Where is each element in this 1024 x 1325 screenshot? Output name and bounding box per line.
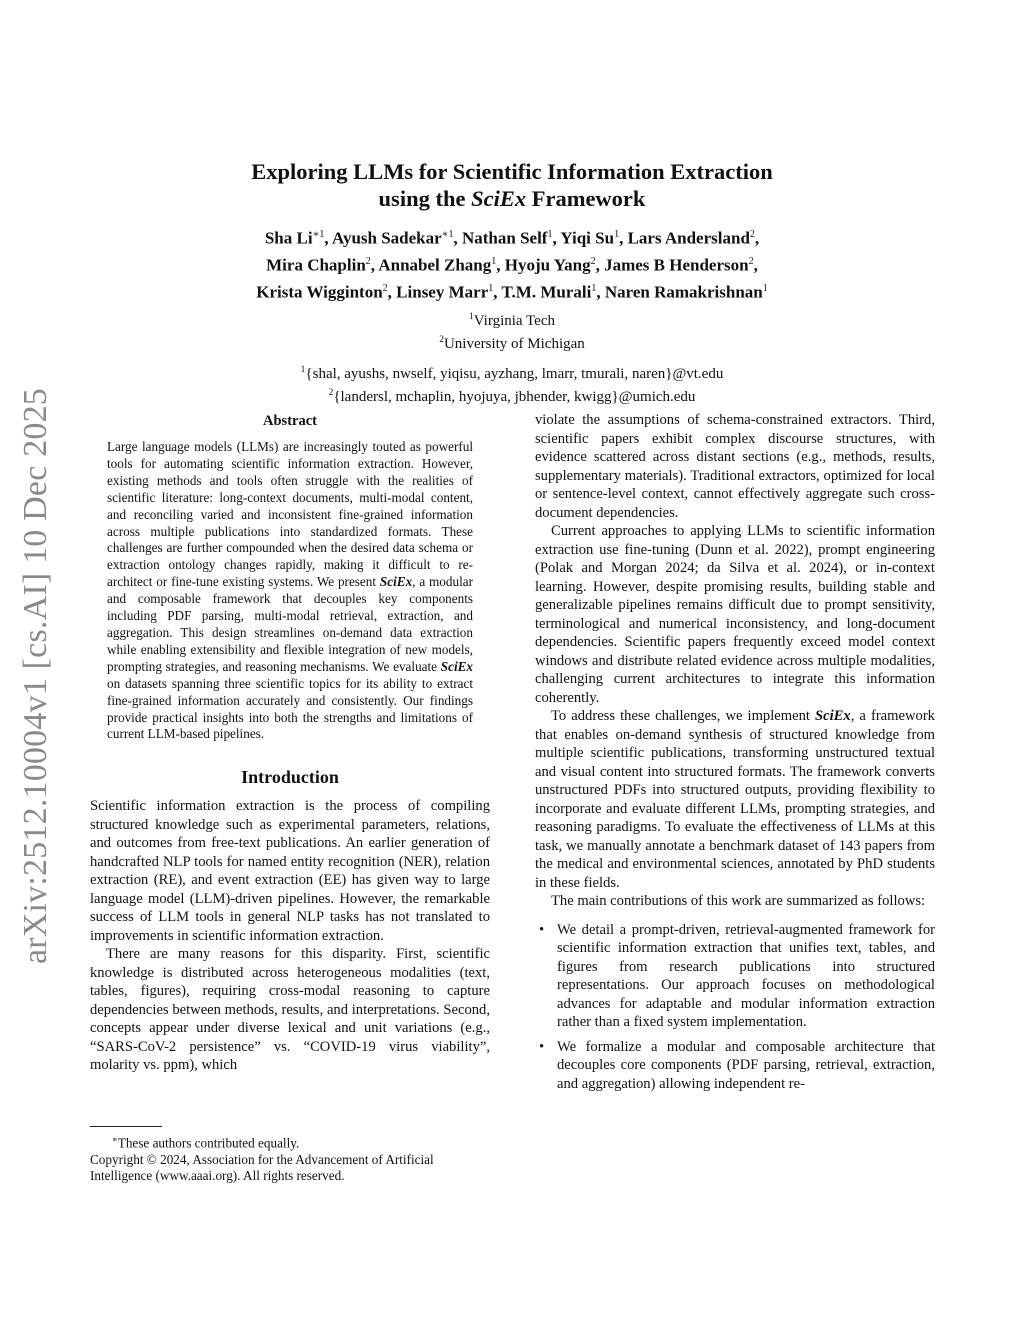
list-item <box>535 1038 935 1094</box>
intro-paragraph-4 <box>535 707 935 892</box>
author-affiliation-mark: 1 <box>591 283 597 295</box>
email-list <box>150 361 874 407</box>
author-affiliation-mark: ∗1 <box>312 229 325 240</box>
paper-title <box>150 158 874 212</box>
author-name: Sha Li <box>264 228 313 248</box>
author-separator: , <box>754 228 760 248</box>
arxiv-identifier-text: arXiv:2512.10004v1 [cs.AI] 10 Dec 2025 <box>17 387 54 965</box>
title-line-2 <box>150 185 874 212</box>
author-separator: , <box>387 282 397 302</box>
footnote-rule <box>90 1126 162 1127</box>
bullet-icon: • <box>539 921 545 938</box>
author-affiliation-mark: 1 <box>762 283 768 295</box>
author-line-2 <box>150 250 874 277</box>
author-separator: , <box>493 282 502 302</box>
author-name: T.M. Murali <box>501 282 592 302</box>
author-name: Yiqi Su <box>560 228 615 248</box>
title-line-2-pre: using the <box>378 186 472 211</box>
affiliation-name: University of Michigan <box>443 336 585 353</box>
affiliation-mark: 1 <box>469 312 474 323</box>
author-separator: , <box>595 255 605 275</box>
author-name: Naren Ramakrishnan <box>604 282 763 302</box>
author-affiliation-mark: 2 <box>590 256 596 268</box>
author-name: James B Henderson <box>604 255 749 275</box>
author-name: Krista Wigginton <box>256 282 383 302</box>
author-separator: , <box>552 228 561 248</box>
framework-name: SciEx <box>815 708 851 724</box>
author-affiliation-mark: 2 <box>365 256 371 268</box>
author-line-3 <box>150 277 874 304</box>
author-name: Hyoju Yang <box>504 255 591 275</box>
email-group <box>150 384 874 407</box>
intro-paragraph-3: Current approaches to applying LLMs to scientific information extraction use fine-tuning (Dunn et al. 2022), prompt engineering (Polak and Morgan 2024; da Silva et al. 2024), or in-context learning. However, despite promising results, building stable and generalizable pipelines remains difficult due to prompt sensitivity, terminological and numerical inconsistency, and long-document dependencies. Scientific papers frequently exceed model context windows and distribute related evidence across multiple modalities, challenging current architectures to integrate this information coherently. <box>535 523 935 706</box>
affiliation-name: Virginia Tech <box>473 313 555 330</box>
author-separator: , <box>453 228 462 248</box>
author-name: Ayush Sadekar <box>331 228 442 248</box>
author-name: Nathan Self <box>461 228 548 248</box>
copyright-notice: Copyright © 2024, Association for the Advancement of Artificial Intelligence (www.aaai.org). All rights reserved. <box>90 1151 434 1184</box>
list-item-text: We detail a prompt-driven, retrieval-augmented framework for scientific information extraction that unifies text, tables, and figures from research publications into structured representations. Our approach focuses on methodological advances for adaptable and modular information extraction rather than a fixed system implementation. <box>557 921 935 1030</box>
author-separator: , <box>496 255 505 275</box>
intro-paragraph-4-pre: To address these challenges, we implement <box>551 708 816 724</box>
email-text: {landersl, mchaplin, hyojuya, jbhender, kwigg}@umich.edu <box>333 389 696 406</box>
abstract-body <box>107 439 473 743</box>
title-framework-name: SciEx <box>471 186 527 211</box>
affiliation <box>150 308 874 331</box>
email-mark: 1 <box>300 365 306 376</box>
intro-paragraph-1: Scientific information extraction is the process of compiling structured knowledge such as experimental parameters, relations, and outcomes from free-text publications. An earlier generation of handcrafted NLP tools for named entity recognition (NER), relation extraction (RE), and event extraction (EE) has given way to large language model (LLM)-driven pipelines. However, the remarkable success of LLM tools in general NLP tasks has not translated to improvements in scientific information extraction. <box>90 798 490 944</box>
title-line-2-post: Framework <box>526 186 646 211</box>
author-affiliation-mark: 2 <box>749 229 755 240</box>
author-line-1 <box>150 223 874 250</box>
email-text: {shal, ayushs, nwself, yiqisu, ayzhang, lmarr, tmurali, naren}@vt.edu <box>305 366 724 383</box>
author-name: Annabel Zhang <box>378 255 492 275</box>
author-name: Mira Chaplin <box>266 255 366 275</box>
author-name: Linsey Marr <box>396 282 489 302</box>
author-separator: , <box>753 255 758 275</box>
contributions-list <box>535 921 935 1094</box>
title-line-1: Exploring LLMs for Scientific Information Extraction <box>251 159 773 184</box>
footnote-mark: ∗ <box>112 1134 118 1144</box>
abstract-part-1: Large language models (LLMs) are increasingly touted as powerful tools for automating scientific information extraction. However, existing methods and tools often struggle with the realities of scientific literature: long-context documents, multi-modal content, and reconciling varied and inconsistent fine-grained information across multiple publications into standardized formats. These challenges are further compounded when the desired data schema or extraction ontology changes rapidly, making it difficult to re-architect or fine-tune existing systems. We present <box>107 439 473 590</box>
footnote-area <box>90 1126 490 1185</box>
left-column <box>90 411 490 1075</box>
arxiv-identifier-stamp <box>12 376 60 976</box>
author-separator: , <box>619 228 628 248</box>
author-affiliation-mark: 2 <box>382 283 388 295</box>
affiliation <box>150 331 874 354</box>
author-affiliation-mark: 2 <box>748 256 754 268</box>
framework-name: SciEx <box>440 658 473 674</box>
author-affiliation-mark: 1 <box>547 229 553 240</box>
introduction-heading: Introduction <box>241 767 339 788</box>
intro-paragraph-4-post: , a framework that enables on-demand synthesis of structured knowledge from multiple scientific publications, transforming unstructured textual and visual content into structured formats. The framework converts unstructured PDFs into structured outputs, providing flexibility to incorporate and evaluate different LLMs, prompting strategies, and reasoning paradigms. To evaluate the effectiveness of LLMs at this task, we manually annotate a benchmark dataset of 143 papers from the medical and environmental sciences, annotated by PhD students in these fields. <box>535 708 935 891</box>
list-item <box>535 921 935 1032</box>
author-separator: , <box>370 255 379 275</box>
intro-paragraph-2: There are many reasons for this disparity. First, scientific knowledge is distributed across heterogeneous modalities (text, tables, figures), requiring cross-modal reasoning to capture dependencies between methods, results, and interpretations. Second, concepts appear under diverse lexical and unit variations (e.g., “SARS-CoV-2 persistence” vs. “COVID-19 virus viability”, molarity vs. ppm), which <box>90 946 490 1074</box>
author-affiliation-mark: 1 <box>488 283 494 295</box>
affiliation-list <box>150 308 874 354</box>
footnote-text: These authors contributed equally. <box>117 1135 300 1151</box>
author-affiliation-mark: ∗1 <box>441 229 454 240</box>
email-group <box>150 361 874 384</box>
paper-header <box>150 158 874 407</box>
equal-contribution-footnote <box>90 1131 490 1152</box>
intro-paragraph-2-continued: violate the assumptions of schema-constrained extractors. Third, scientific papers exhibit complex discourse structures, with evidence scattered across distant sections (e.g., methods, results, supplementary materials). Traditional extractors, optimized for local or sentence-level context, cannot effectively aggregate such cross-document dependencies. <box>535 412 935 521</box>
framework-name: SciEx <box>379 574 413 590</box>
intro-paragraph-5: The main contributions of this work are summarized as follows: <box>551 893 926 909</box>
abstract-part-3: on datasets spanning three scientific topics for its ability to extract fine-grained information accurately and consistently. Our findings provide practical insights into both the strengths and limitations of current LLM-based pipelines. <box>107 675 473 742</box>
bullet-icon: • <box>539 1038 545 1055</box>
author-list <box>150 223 874 304</box>
author-name: Lars Andersland <box>627 228 750 248</box>
list-item-text: We formalize a modular and composable architecture that decouples core components (PDF parsing, retrieval, extraction, and aggregation) allowing independent re- <box>557 1038 935 1092</box>
right-column <box>535 411 935 1099</box>
author-affiliation-mark: 1 <box>614 229 620 240</box>
author-separator: , <box>596 282 605 302</box>
abstract-heading: Abstract <box>263 413 317 429</box>
email-mark: 2 <box>328 388 334 399</box>
author-affiliation-mark: 1 <box>491 256 497 268</box>
affiliation-mark: 2 <box>439 335 444 346</box>
author-separator: , <box>324 228 332 248</box>
abstract-part-2: , a modular and composable framework that decouples key components including PDF parsing, multi-modal retrieval, extraction, and aggregation. This design streamlines on-demand data extraction while enabling extensibility and flexible integration of new models, prompting strategies, and reasoning mechanisms. We evaluate <box>107 574 473 674</box>
